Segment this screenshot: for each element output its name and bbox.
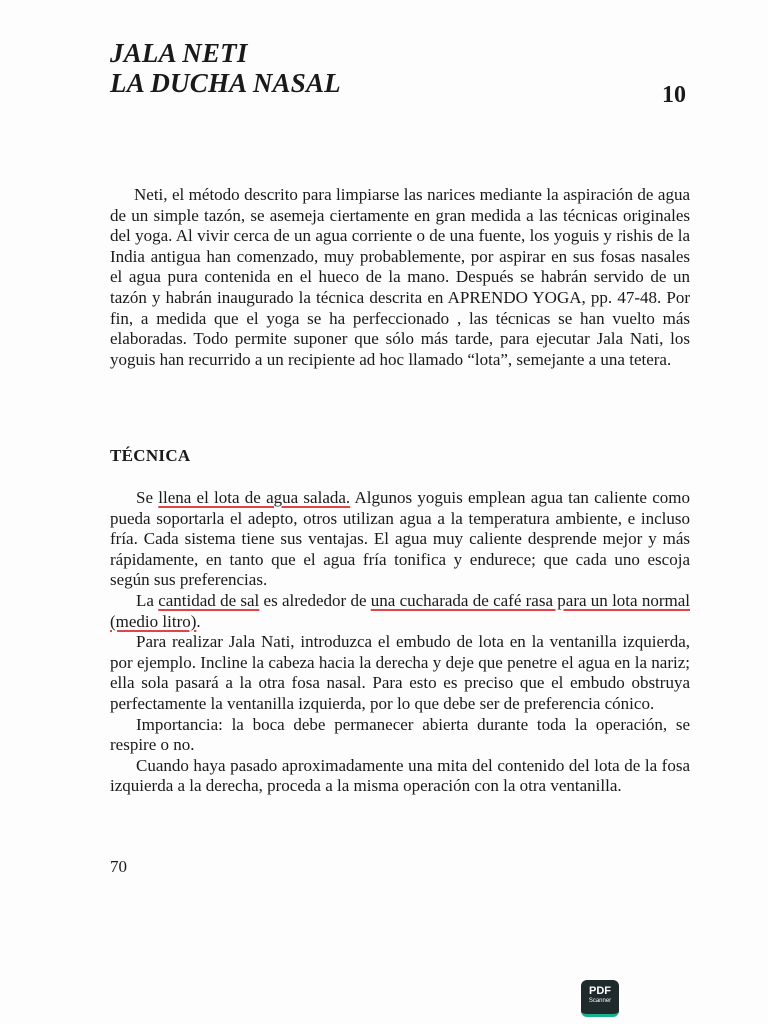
intro-section — [110, 185, 690, 370]
text-run: La — [136, 590, 159, 610]
text-run: Se — [136, 488, 159, 507]
technique-paragraph-2 — [110, 591, 690, 632]
text-run: Algunos yoguis emplean agua tan caliente como pueda soportarla el adepto, otros utilizan agua a la temperatura ambiente, e incluso fría. Cada sistema tiene sus ventajas. El agua muy caliente desprende mejor y más rápidamente, en tanto que el agua fría tonifica y endurece; que cada uno escoja según sus preferencias. — [110, 488, 690, 590]
title-line-2: LA DUCHA NASAL — [110, 68, 341, 98]
section-heading-tecnica: TÉCNICA — [110, 446, 191, 465]
text-run: es alrededor de — [259, 590, 371, 610]
pdf-scanner-logo — [581, 980, 619, 1017]
text-run: . — [196, 611, 201, 631]
badge-sublabel: Scanner — [588, 998, 612, 1004]
technique-section — [110, 488, 690, 797]
title-line-1: JALA NETI — [110, 38, 248, 68]
chapter-number: 10 — [662, 82, 686, 108]
technique-paragraph-3: Para realizar Jala Nati, introduzca el embudo de lota en la ventanilla izquierda, por ejemplo. Incline la cabeza hacia la derecha y deje que penetre el agua en la nariz; ella sola pasará a la otra fosa nasal. Para esto es preciso que el embudo obstruya perfectamente la ventanilla izquierda, por lo que debe ser de preferencia cónico. — [110, 632, 690, 713]
highlighted-text: cantidad de sal — [158, 590, 260, 610]
chapter-title — [110, 38, 341, 98]
technique-paragraph-5: Cuando haya pasado aproximadamente una mita del contenido del lota de la fosa izquierda a la derecha, proceda a la misma operación con la otra ventanilla. — [110, 755, 690, 796]
badge-label: PDF — [589, 985, 611, 997]
highlighted-text: llena el lota de agua salada. — [158, 488, 351, 507]
highlighted-text: una cucharada de café rasa para un lota normal (medio litro) — [110, 590, 690, 631]
page-number: 70 — [110, 857, 127, 876]
intro-paragraph: Neti, el método descrito para limpiarse las narices mediante la aspiración de agua de un simple tazón, se asemeja ciertamente en gran medida a las técnicas originales del yoga. Al vivir cerca de un agua corriente o de una fuente, los yoguis y rishis de la India antigua han comenzado, muy probablemente, por aspirar en sus fosas nasales el agua pura contenida en el hueco de la mano. Después se habrán servido de un tazón y habrán inaugurado la técnica descrita en APRENDO YOGA, pp. 47-48. Por fin, a medida que el yoga se ha perfeccionado , las técnicas se han vuelto más elaboradas. Todo permite suponer que sólo más tarde, para ejecutar Jala Nati, los yoguis han recurrido a un recipiente ad hoc llamado “lota”, semejante a una tetera. — [110, 185, 690, 369]
technique-paragraph-1 — [110, 488, 690, 591]
technique-paragraph-4: Importancia: la boca debe permanecer abierta durante toda la operación, se respire o no. — [110, 714, 690, 755]
